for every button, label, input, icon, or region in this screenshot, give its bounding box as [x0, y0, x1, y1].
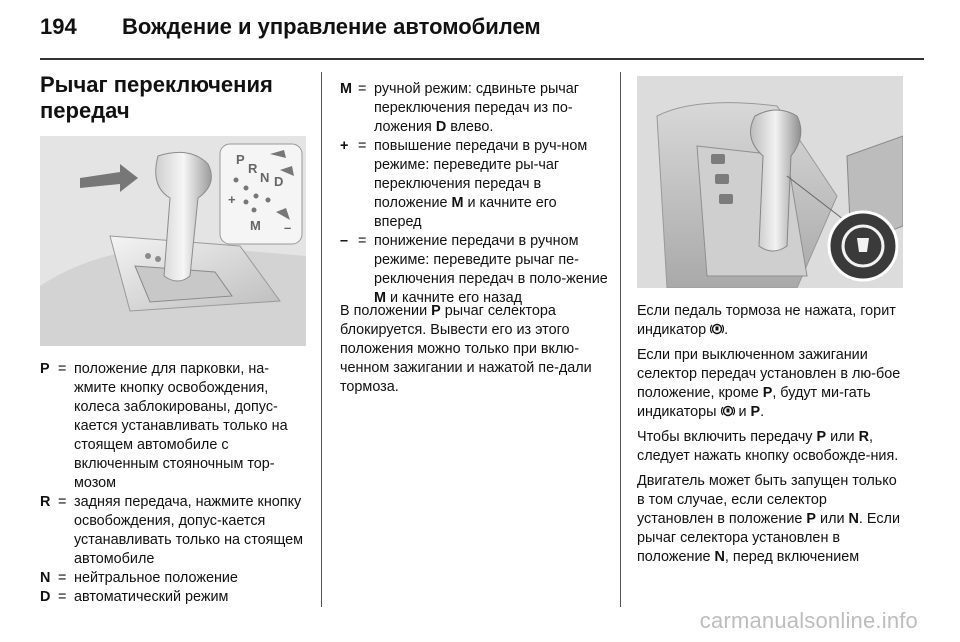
list-item: M = ручной режим: сдвиньте рычаг переключения передач из по-ложения D влево. — [340, 81, 580, 135]
selector-indicator-illustration — [637, 76, 903, 288]
header-rule — [40, 58, 924, 60]
svg-text:+: + — [228, 192, 236, 207]
svg-text:–: – — [284, 220, 292, 235]
lock-paragraph: В положении P рычаг селектора блокируется. Вывести его из этого положения можно только при вклю-ченном зажигании и нажатой пе-дали тормоза. — [340, 303, 592, 395]
gear-positions-list — [40, 360, 306, 607]
paragraph-engine-start: Двигатель может быть запущен только в том случае, если селектор установлен в положение P или N. Если рычаг селектора установлен в положение N, перед включением — [637, 473, 900, 565]
section-title: Рычаг переключения передач — [40, 72, 273, 123]
paragraph-brake-indicator: Если педаль тормоза не нажата, горит индикатор . — [637, 303, 896, 338]
list-item: N = нейтральное положение — [40, 570, 238, 586]
svg-text:M: M — [250, 218, 261, 233]
indicator-paragraphs — [637, 302, 905, 573]
column-divider-1 — [321, 72, 322, 607]
manual-mode-list — [340, 80, 608, 308]
list-item: D = автоматический режим — [40, 589, 229, 605]
list-item: + = повышение передачи в руч-ном режиме: переведите ры-чаг переключения передач в положение M и качните его вперед — [340, 138, 588, 230]
page-number: 194 — [40, 14, 77, 39]
column-divider-2 — [620, 72, 621, 607]
page-header — [40, 14, 920, 44]
chapter-title: Вождение и управление автомобилем — [122, 14, 541, 39]
svg-text:N: N — [260, 170, 270, 185]
gear-lever-drawing — [40, 136, 306, 346]
brake-pedal-indicator-icon — [721, 404, 735, 418]
svg-text:R: R — [248, 161, 258, 176]
paragraph-ignition-off: Если при выключенном зажигании селектор передач установлен в лю-бое положение, кроме P, будут ми-гать индикаторы и P. — [637, 347, 901, 420]
list-item: – = понижение передачи в ручном режиме: переведите рычаг пе-реключения передач в поло-жение M и качните его назад — [340, 233, 608, 306]
svg-text:P: P — [236, 152, 245, 167]
gear-lever-illustration — [40, 136, 306, 346]
watermark: carmanualsonline.info — [699, 608, 918, 633]
svg-text:D: D — [274, 174, 284, 189]
column-1 — [40, 70, 306, 605]
selector-drawing — [637, 76, 903, 288]
list-item: P = положение для парковки, на-жмите кнопку освобождения, колеса заблокированы, допус-кается устанавливать только на стоящем автомобиле с включенным стояночным тор-мозом — [40, 361, 288, 491]
list-item: R = задняя передача, нажмите кнопку освобождения, допус-кается устанавливать только на стоящем автомобиле — [40, 494, 304, 567]
brake-pedal-indicator-icon — [710, 322, 724, 336]
paragraph-engage-gear: Чтобы включить передачу P или R, следует нажать кнопку освобожде-ния. — [637, 429, 899, 464]
